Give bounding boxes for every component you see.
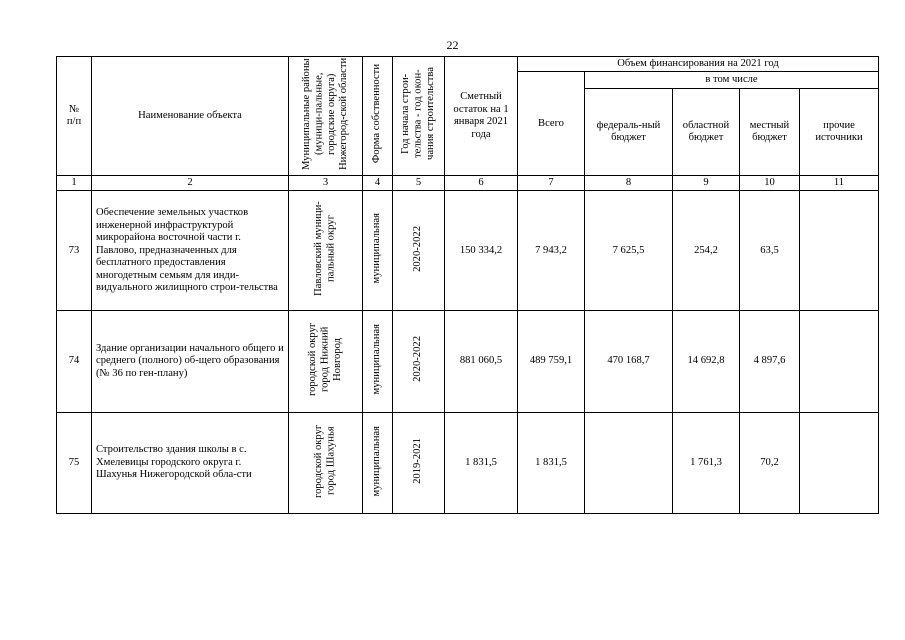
row-object-name: Строительство здания школы в с. Хмелевицы городского округа г. Шахунья Нижегородской обла-сти — [92, 412, 289, 513]
header-col-local: местный бюджет — [740, 89, 800, 176]
header-including: в том числе — [585, 72, 879, 89]
row-district — [289, 412, 363, 513]
header-col-ownership — [363, 57, 393, 176]
header-col-regional: областной бюджет — [673, 89, 740, 176]
column-number: 2 — [92, 176, 289, 191]
header-col-no: № п/п — [57, 57, 92, 176]
header-col-other: прочие источники — [800, 89, 879, 176]
header-row-1 — [57, 57, 879, 72]
row-years-text: 2019-2021 — [412, 437, 424, 484]
column-number-row — [57, 176, 879, 191]
row-balance: 150 334,2 — [445, 191, 518, 311]
row-no: 73 — [57, 191, 92, 311]
row-district — [289, 191, 363, 311]
column-number: 3 — [289, 176, 363, 191]
row-district-text: городской округ город Нижний Новгород — [306, 322, 343, 397]
column-number: 8 — [585, 176, 673, 191]
row-balance: 881 060,5 — [445, 311, 518, 412]
header-years-text: Год начала строи-тельства - год окон-чания строительства — [399, 67, 436, 161]
column-number: 7 — [518, 176, 585, 191]
header-col-total: Всего — [518, 72, 585, 176]
column-number: 11 — [800, 176, 879, 191]
header-col-years — [393, 57, 445, 176]
row-other — [800, 191, 879, 311]
row-district — [289, 311, 363, 412]
row-federal — [585, 412, 673, 513]
row-other — [800, 311, 879, 412]
header-col-federal: федераль-ный бюджет — [585, 89, 673, 176]
row-other — [800, 412, 879, 513]
row-total: 7 943,2 — [518, 191, 585, 311]
row-federal: 470 168,7 — [585, 311, 673, 412]
row-years-text: 2020-2022 — [412, 225, 424, 272]
row-total: 1 831,5 — [518, 412, 585, 513]
column-number: 6 — [445, 176, 518, 191]
column-number: 9 — [673, 176, 740, 191]
row-balance: 1 831,5 — [445, 412, 518, 513]
page-number: 22 — [446, 38, 459, 52]
row-years-text: 2020-2022 — [412, 336, 424, 383]
row-no: 75 — [57, 412, 92, 513]
row-local: 70,2 — [740, 412, 800, 513]
row-local: 4 897,6 — [740, 311, 800, 412]
row-local: 63,5 — [740, 191, 800, 311]
row-years — [393, 412, 445, 513]
row-ownership-text: муниципальная — [371, 324, 383, 395]
row-ownership — [363, 311, 393, 412]
row-no: 74 — [57, 311, 92, 412]
row-total: 489 759,1 — [518, 311, 585, 412]
row-regional: 254,2 — [673, 191, 740, 311]
header-col-district — [289, 57, 363, 176]
column-number: 1 — [57, 176, 92, 191]
row-district-text: Павловский муници-пальный округ — [313, 201, 337, 297]
column-number: 4 — [363, 176, 393, 191]
construction-objects-table — [56, 56, 879, 514]
column-number: 10 — [740, 176, 800, 191]
row-federal: 7 625,5 — [585, 191, 673, 311]
table-row — [57, 191, 879, 311]
row-ownership — [363, 191, 393, 311]
header-col-name: Наименование объекта — [92, 57, 289, 176]
row-ownership-text: муниципальная — [371, 213, 383, 284]
row-object-name: Здание организации начального общего и среднего (полного) об-щего образования (№ 36 по ген-плану) — [92, 311, 289, 412]
header-district-text: Муниципальные районы (муници-пальные, городские округа) Нижегород-ской области — [300, 57, 349, 171]
row-object-name: Обеспечение земельных участков инженерной инфраструктурой микрорайона восточной части г. Павлово, предназначенных для бесплатного предоставления многодетным семьям для инди-видуального жилищного строи-тельства — [92, 191, 289, 311]
row-years — [393, 191, 445, 311]
header-funding: Объем финансирования на 2021 год — [518, 57, 879, 72]
row-years — [393, 311, 445, 412]
header-col-balance: Сметный остаток на 1 января 2021 года — [445, 57, 518, 176]
row-regional: 14 692,8 — [673, 311, 740, 412]
table-row — [57, 311, 879, 412]
column-number: 5 — [393, 176, 445, 191]
header-ownership-text: Форма собственности — [371, 64, 383, 164]
row-regional: 1 761,3 — [673, 412, 740, 513]
row-ownership-text: муниципальная — [371, 425, 383, 497]
row-district-text: городской округ город Шахунья — [313, 424, 337, 498]
table-row — [57, 412, 879, 513]
row-ownership — [363, 412, 393, 513]
